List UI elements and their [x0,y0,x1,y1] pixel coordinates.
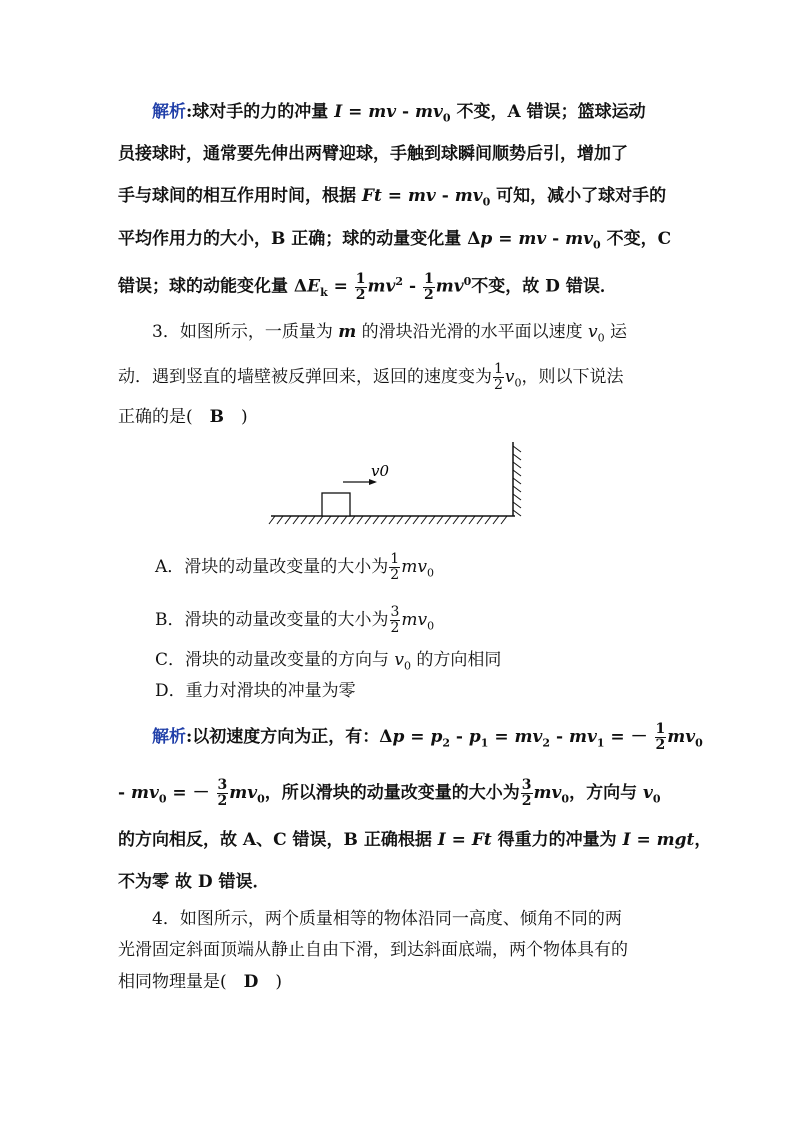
answer3-line-3: 的方向相反，故 A、C 错误，B 正确根据 I = Ft 得重力的冲量为 I = mgt， [118,830,712,850]
answer-line-1: 解析:球对手的力的冲量 I = mv - $mv_0$ 不变，A 错误；篮球运动 [152,102,646,125]
answer3-line-4: 不为零 故 D 错误． [118,872,270,892]
fraction: $\frac{1}{2}$ [494,361,503,393]
answer-line-4: 平均作用力的大小，B 正确；球的动量变化量 Δp = mv - $mv_0$ 不变，C [118,229,672,252]
option-d: D．重力对滑块的冲量为零 [155,681,356,701]
answer-choice: B [209,407,225,427]
fraction: $\frac{1}{2}$ [655,721,666,753]
fraction: $\frac{3}{2}$ [390,604,400,636]
block-wall-figure [265,438,530,530]
slider-block [322,493,350,516]
answer3-line-2: - $mv_0$ = － $\frac{3}{2}$ $mv_0$，所以滑块的动量改变量的大小为 $\frac{3}{2}$ $mv_0$，方向与 $v_0$ [118,777,661,809]
option-c: C．滑块的动量改变量的方向与 $v_0$ 的方向相同 [155,650,502,673]
ground-hatching [269,516,507,524]
question3-line-2: 动．遇到竖直的墙壁被反弹回来，返回的速度变为 $\frac{1}{2}$ $v_0$，则以下说法 [118,361,624,393]
wall-hatching [513,446,521,516]
analysis-label: 解析 [152,727,186,747]
option-b: B．滑块的动量改变量的大小为 $\frac{3}{2}$ $mv_0$ [155,604,435,636]
fraction: $\frac{3}{2}$ [217,777,228,809]
question4-line-2: 光滑固定斜面顶端从静止自由下滑，到达斜面底端，两个物体具有的 [118,940,628,960]
answer-choice: D [243,972,259,992]
answer-line-3: 手与球间的相互作用时间，根据 Ft = mv - $mv_0$ 可知，减小了球对手的 [118,186,667,209]
question3-line-3: 正确的是( B ) [118,407,248,427]
velocity-label: v0 [371,462,390,480]
answer3-line-1: 解析:以初速度方向为正，有：$\Delta p = p_2 - p_1 = mv_2 - mv_1$ = － $\frac{1}{2}$ $mv_0$ [152,721,703,753]
answer-line-5: 错误；球的动能变化量 $\Delta E_k$ = $\frac{1}{2}$ $mv^2$ - $\frac{1}{2}$ $mv^0$不变，故 D 错误． [118,270,617,303]
fraction: $\frac{1}{2}$ [355,270,366,303]
fraction: $\frac{3}{2}$ [521,777,532,809]
question4-line-3: 相同物理量是( D ) [118,972,283,992]
fraction: $\frac{1}{2}$ [423,270,434,303]
question3-line-1: 3．如图所示，一质量为 m 的滑块沿光滑的水平面以速度 $v_0$ 运 [152,322,628,345]
analysis-label: 解析 [152,102,186,122]
option-a: A．滑块的动量改变量的大小为 $\frac{1}{2}$ $mv_0$ [155,551,434,583]
question4-line-1: 4．如图所示，两个质量相等的物体沿同一高度、倾角不同的两 [152,909,622,929]
fraction: $\frac{1}{2}$ [390,551,400,583]
answer-line-2: 员接球时，通常要先伸出两臂迎球，手触到球瞬间顺势后引，增加了 [118,144,628,164]
